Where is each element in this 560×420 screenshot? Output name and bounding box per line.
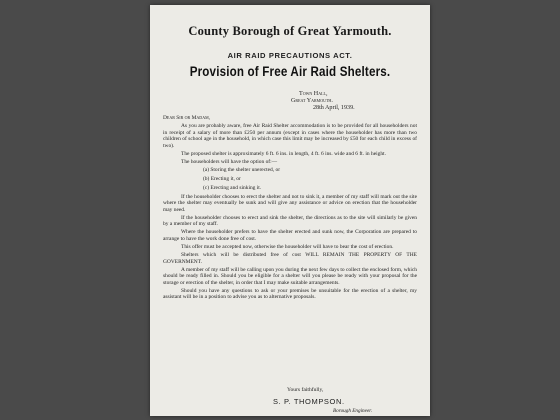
letter-page bbox=[150, 5, 430, 416]
address-line-1: Town Hall, bbox=[299, 91, 328, 97]
borough-heading: County Borough of Great Yarmouth. bbox=[188, 24, 392, 38]
signatory-name: S. P. THOMPSON. bbox=[273, 397, 345, 406]
sender-address bbox=[291, 91, 355, 113]
valediction: Yours faithfully, bbox=[287, 387, 324, 393]
paragraph-questions: Should you have any questions to ask or your premises be unsuitable for the erection of a shelter, my assistant will be in a position to advise you as to alternative proposals. bbox=[163, 287, 417, 301]
act-heading: AIR RAID PRECAUTIONS ACT. bbox=[227, 51, 353, 60]
paragraph-offer-deadline: This offer must be accepted now, otherwise the householder will have to bear the cost of erection. bbox=[181, 244, 394, 251]
paragraph-government-property: Shelters which will be distributed free of cost WILL REMAIN THE PROPERTY OF THE GOVERNMENT. bbox=[163, 252, 417, 265]
option-item: (c) Erecting and sinking it. bbox=[203, 184, 262, 191]
paragraph-erect-and-sink: If the householder chooses to erect and sink the shelter, the directions as to the site will similarly be given by a member of my staff. bbox=[163, 214, 417, 228]
address-line-2: Great Yarmouth. bbox=[291, 98, 333, 105]
paragraph-corporation-work: Where the householder prefers to have the shelter erected and sunk now, the Corporation are prepared to arrange to have the work done free of cost. bbox=[163, 229, 417, 242]
paragraph-dimensions: The proposed shelter is approximately 6 ft. 6 ins. in length, 4 ft. 6 ins. wide and 6 ft. in height. bbox=[181, 150, 386, 157]
option-item: (b) Erecting it, or bbox=[203, 176, 241, 183]
options-list bbox=[163, 166, 417, 192]
signatory-role: Borough Engineer. bbox=[333, 408, 372, 414]
paragraph-erect-only: If the householder chooses to erect the shelter and not to sink it, a member of my staff will mark out the site where the shelter may eventually be sunk and will give any assistance or advice on erection that the householder may need. bbox=[163, 193, 417, 213]
salutation: Dear Sir or Madam, bbox=[163, 115, 211, 121]
letter-title: Provision of Free Air Raid Shelters. bbox=[189, 64, 391, 79]
letter-body bbox=[163, 115, 417, 302]
paragraph-eligibility: As you are probably aware, free Air Raid Shelter accommodation is to be provided for all householders not in receipt of a salary of more than £250 per annum (except in cases where the householder has more than two children of school age in the household, in which case this limit may be increased by £50 for each child in excess of two). bbox=[163, 123, 417, 149]
option-item: (a) Storing the shelter unerected, or bbox=[203, 167, 281, 174]
paragraph-options-intro: The householders will have the option of:— bbox=[181, 158, 278, 165]
paragraph-staff-visit: A member of my staff will be calling upon you during the next few days to collect the enclosed form, which should be ready filled in. Should you be eligible for a shelter will you please be ready with your proposal for the storage or erection of the shelter, in order that I may make suitable arrangements. bbox=[163, 266, 417, 286]
letter-date: 28th April, 1939. bbox=[313, 105, 355, 112]
